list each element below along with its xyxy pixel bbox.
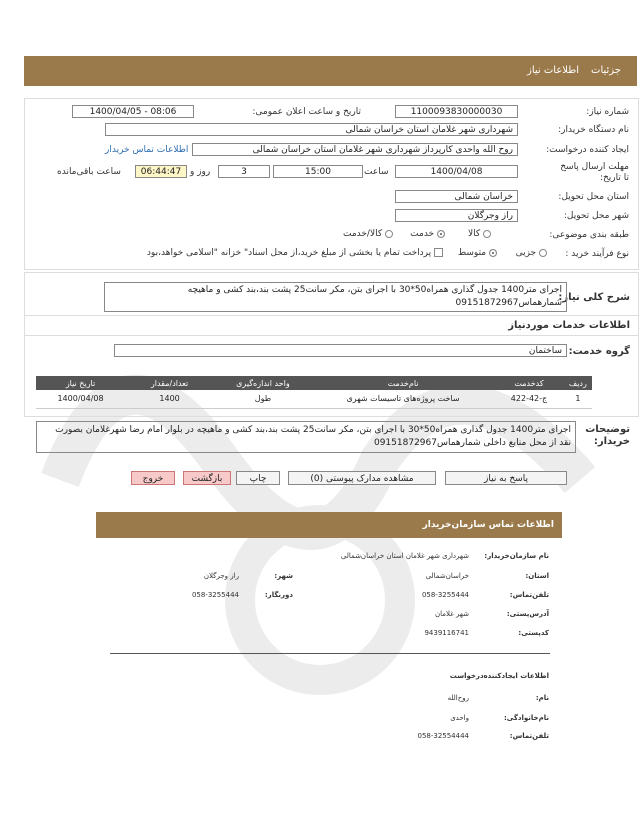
deadline-time-field: 15:00 — [273, 165, 363, 178]
creator-family-value: واحدی — [450, 714, 469, 722]
radio-selected-icon — [437, 230, 445, 238]
creator-label: ایجاد کننده درخواست: — [546, 145, 629, 155]
org-name-value: شهرداری شهر غلامان استان خراسان‌شمالی — [340, 552, 469, 560]
payment-note[interactable]: پرداخت تمام یا بخشی از مبلغ خرید،از محل اسناد" خزانه "اسلامی خواهد،بود — [147, 248, 443, 258]
buyer-notes-box: اجرای متر1400 جدول گذاری همراه50*30 با اجرای بتن، مکر سانت25 پشت بند،بند کشی و ماهیچه در بلوار امام رضا شهرغلامان بصورت نقد از محل منابع داخلی شمارهماس09151872967 — [36, 421, 576, 453]
col-unit: واحد اندازه‌گیری — [236, 378, 290, 388]
reply-button[interactable]: پاسخ به نیاز — [445, 471, 567, 485]
contact-address-label: آدرس‌پستی: — [506, 610, 549, 618]
back-button[interactable]: بازگشت — [183, 471, 231, 485]
radio-selected-icon — [489, 249, 497, 257]
contact-section-header: اطلاعات تماس سازمان‌خریدار — [96, 512, 562, 538]
contact-province-label: استان: — [525, 572, 549, 580]
city-label: شهر محل تحویل: — [563, 211, 629, 221]
contact-phone-value: 058-3255444 — [421, 591, 469, 599]
contact-divider — [110, 653, 550, 654]
deadline-label: مهلت ارسال پاسخ تا تاریخ: — [560, 162, 629, 183]
service-group-label: گروه خدمت: — [568, 346, 630, 357]
creator-phone-label: تلفن‌تماس: — [509, 732, 549, 740]
creator-field: روح الله واحدی کارپرداز شهرداری شهر غلامان استان خراسان شمالی — [192, 143, 518, 156]
purchase-type-label: نوع فرآیند خرید : — [565, 249, 629, 259]
buyer-contact-link[interactable]: اطلاعات تماس خریدار — [105, 145, 189, 155]
col-date: تاریخ نیاز — [65, 378, 96, 388]
creator-name-value: روح‌الله — [447, 694, 469, 702]
services-title: اطلاعات خدمات مورد‌نیاز — [508, 320, 630, 331]
radio-icon — [539, 249, 547, 257]
contact-province-value: خراسان‌شمالی — [425, 572, 469, 580]
col-row: ردیف — [568, 378, 587, 388]
col-name: نام‌خدمت — [387, 378, 419, 388]
creator-family-label: نام‌خانوادگی: — [503, 714, 549, 722]
radio-icon — [385, 230, 393, 238]
category-option-goods[interactable]: کالا — [468, 229, 491, 239]
category-option-both[interactable]: کالا/خدمت — [343, 229, 393, 239]
buyer-notes-label: توضیحات خریدار: — [585, 424, 630, 447]
tab-details[interactable]: جزئیات — [591, 65, 621, 76]
category-option-service[interactable]: خدمت — [410, 229, 445, 239]
buyer-org-field: شهرداری شهر غلامان استان خراسان شمالی — [105, 123, 518, 136]
purchase-option-minor[interactable]: جزیی — [516, 248, 547, 258]
contact-city-label: شهر: — [274, 572, 293, 580]
contact-address-value: شهر غلامان — [434, 610, 469, 618]
need-number-field: 1100093830000030 — [395, 105, 518, 118]
remaining-time-label: ساعت باقی‌مانده — [57, 167, 121, 177]
services-table — [36, 376, 592, 409]
contact-fax-label: دورنگار: — [264, 591, 293, 599]
table-row: 1 ج-42-422 ساخت پروژه‌های تاسیسات شهری طول 1400 1400/04/08 — [36, 390, 592, 408]
attachments-button[interactable]: مشاهده مدارک پیوستی (0) — [288, 471, 436, 485]
col-code: کدخدمت — [514, 378, 544, 388]
service-group-field: ساختمان — [114, 344, 567, 357]
tab-need-info[interactable]: اطلاعات نیاز — [527, 65, 579, 76]
deadline-time-label: ساعت — [364, 167, 389, 177]
announce-date-label: تاریخ و ساعت اعلان عمومی: — [252, 107, 361, 117]
top-nav-bar — [24, 56, 637, 86]
city-field: راز وجرگلان — [395, 209, 518, 222]
col-qty: تعداد/مقدار — [150, 378, 189, 388]
summary-text-box: اجرای متر1400 جدول گذاری همراه50*30 با اجرای بتن، مکر سانت25 پشت بند،بند کشی و ماهیچه شمارهماس09151872967 — [104, 282, 567, 312]
days-remaining-field: 3 — [218, 165, 270, 178]
category-label: طبقه بندی موضوعی: — [549, 230, 629, 240]
creator-phone-value: 058-32554444 — [417, 732, 469, 740]
announce-date-field: 1400/04/05 - 08:06 — [72, 105, 194, 118]
print-button[interactable]: چاپ — [236, 471, 280, 485]
summary-label: شرح کلی نیاز: — [558, 292, 630, 303]
radio-icon — [483, 230, 491, 238]
days-label: روز و — [190, 167, 211, 177]
purchase-option-medium[interactable]: متوسط — [458, 248, 497, 258]
creator-info-title: اطلاعات ایجادکننده‌درخواست — [449, 672, 549, 680]
need-number-label: شماره نیاز: — [586, 107, 629, 117]
checkbox-icon — [434, 248, 443, 257]
org-name-label: نام سازمان‌خریدار: — [484, 552, 549, 560]
buyer-org-label: نام دستگاه خریدار: — [558, 125, 629, 135]
deadline-date-field: 1400/04/08 — [395, 165, 518, 178]
creator-name-label: نام: — [535, 694, 549, 702]
exit-button[interactable]: خروج — [131, 471, 175, 485]
contact-phone-label: تلفن‌تماس: — [509, 591, 549, 599]
province-label: استان محل تحویل: — [558, 192, 629, 202]
contact-postal-value: 9439116741 — [424, 629, 469, 637]
remaining-time-field: 06:44:47 — [135, 165, 187, 178]
province-field: خراسان شمالی — [395, 190, 518, 203]
contact-fax-value: 058-3255444 — [191, 591, 239, 599]
contact-city-value: راز وجرگلان — [203, 572, 239, 580]
contact-postal-label: کدپستی: — [518, 629, 549, 637]
